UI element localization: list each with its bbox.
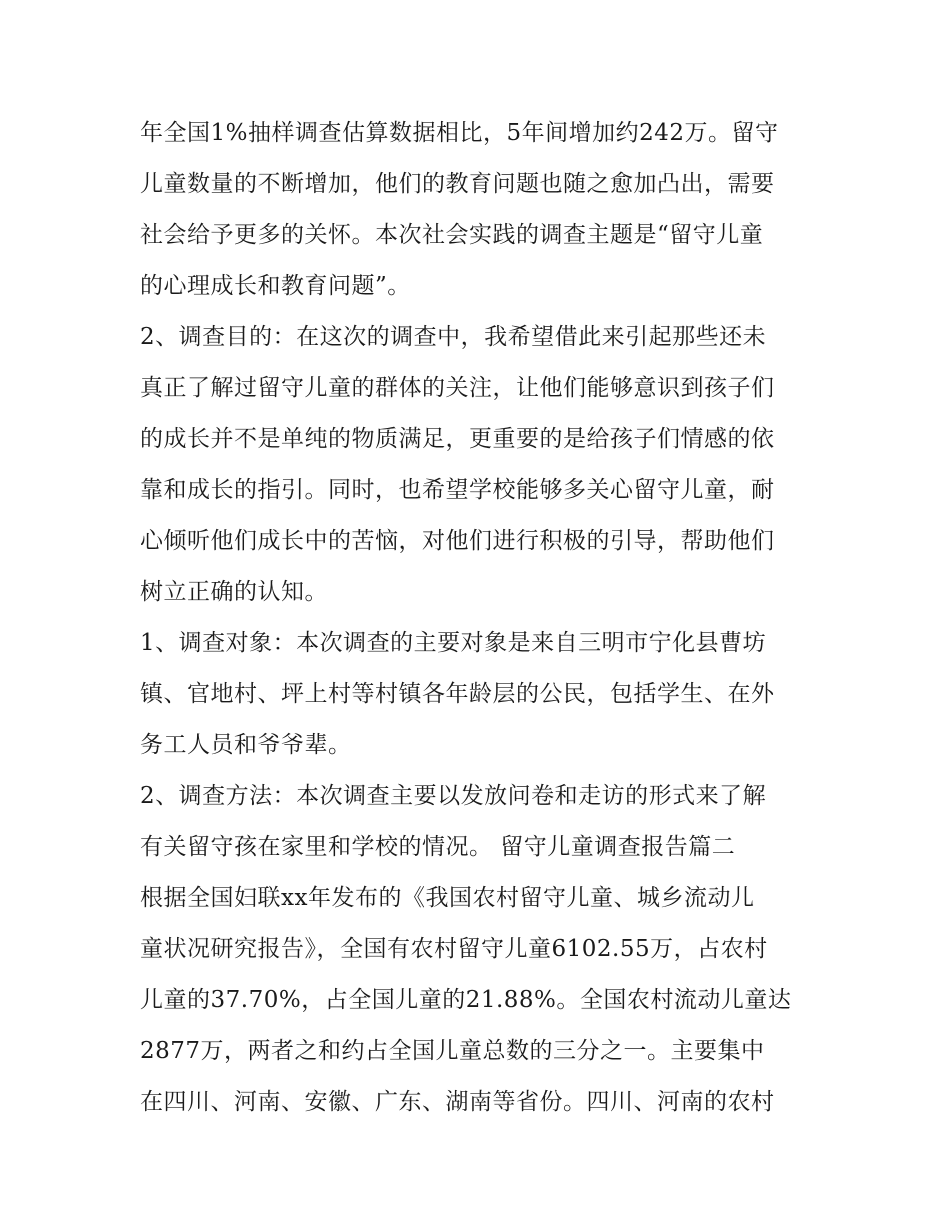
text-line: 童状况研究报告》，全国有农村留守儿童6102.55万，占农村 [140,936,768,962]
text-line: 2、调查方法：本次调查主要以发放问卷和走访的形式来了解 [140,783,767,809]
text-line: 在四川、河南、安徽、广东、湖南等省份。四川、河南的农村 [140,1089,775,1115]
text-line: 真正了解过留守儿童的群体的关注，让他们能够意识到孩子们 [140,375,775,401]
text-line: 务工人员和爷爷辈。 [140,732,352,758]
text-line: 2877万，两者之和约占全国儿童总数的三分之一。主要集中 [140,1038,765,1064]
text-line: 根据全国妇联xx年发布的《我国农村留守儿童、城乡流动儿 [140,885,755,911]
text-line: 树立正确的认知。 [140,579,328,605]
text-line: 心倾听他们成长中的苦恼，对他们进行积极的引导，帮助他们 [140,528,775,554]
text-line: 年全国1%抽样调查估算数据相比，5年间增加约242万。留守 [140,120,779,146]
text-line: 靠和成长的指引。同时，也希望学校能够多关心留守儿童，耐 [140,477,775,503]
text-line: 的心理成长和教育问题”。 [140,273,411,299]
text-line: 镇、官地村、坪上村等村镇各年龄层的公民，包括学生、在外 [140,681,775,707]
text-line: 儿童数量的不断增加，他们的教育问题也随之愈加凸出，需要 [140,171,775,197]
text-line: 2、调查目的：在这次的调查中，我希望借此来引起那些还未 [140,324,767,350]
text-line: 儿童的37.70%，占全国儿童的21.88%。全国农村流动儿童达 [140,987,792,1013]
text-line: 1、调查对象：本次调查的主要对象是来自三明市宁化县曹坊 [140,630,767,656]
text-line: 有关留守孩在家里和学校的情况。 留守儿童调查报告篇二 [140,834,736,860]
text-line: 社会给予更多的关怀。本次社会实践的调查主题是“留守儿童 [140,222,764,248]
text-line: 的成长并不是单纯的物质满足，更重要的是给孩子们情感的依 [140,426,775,452]
document-body [140,108,820,1128]
